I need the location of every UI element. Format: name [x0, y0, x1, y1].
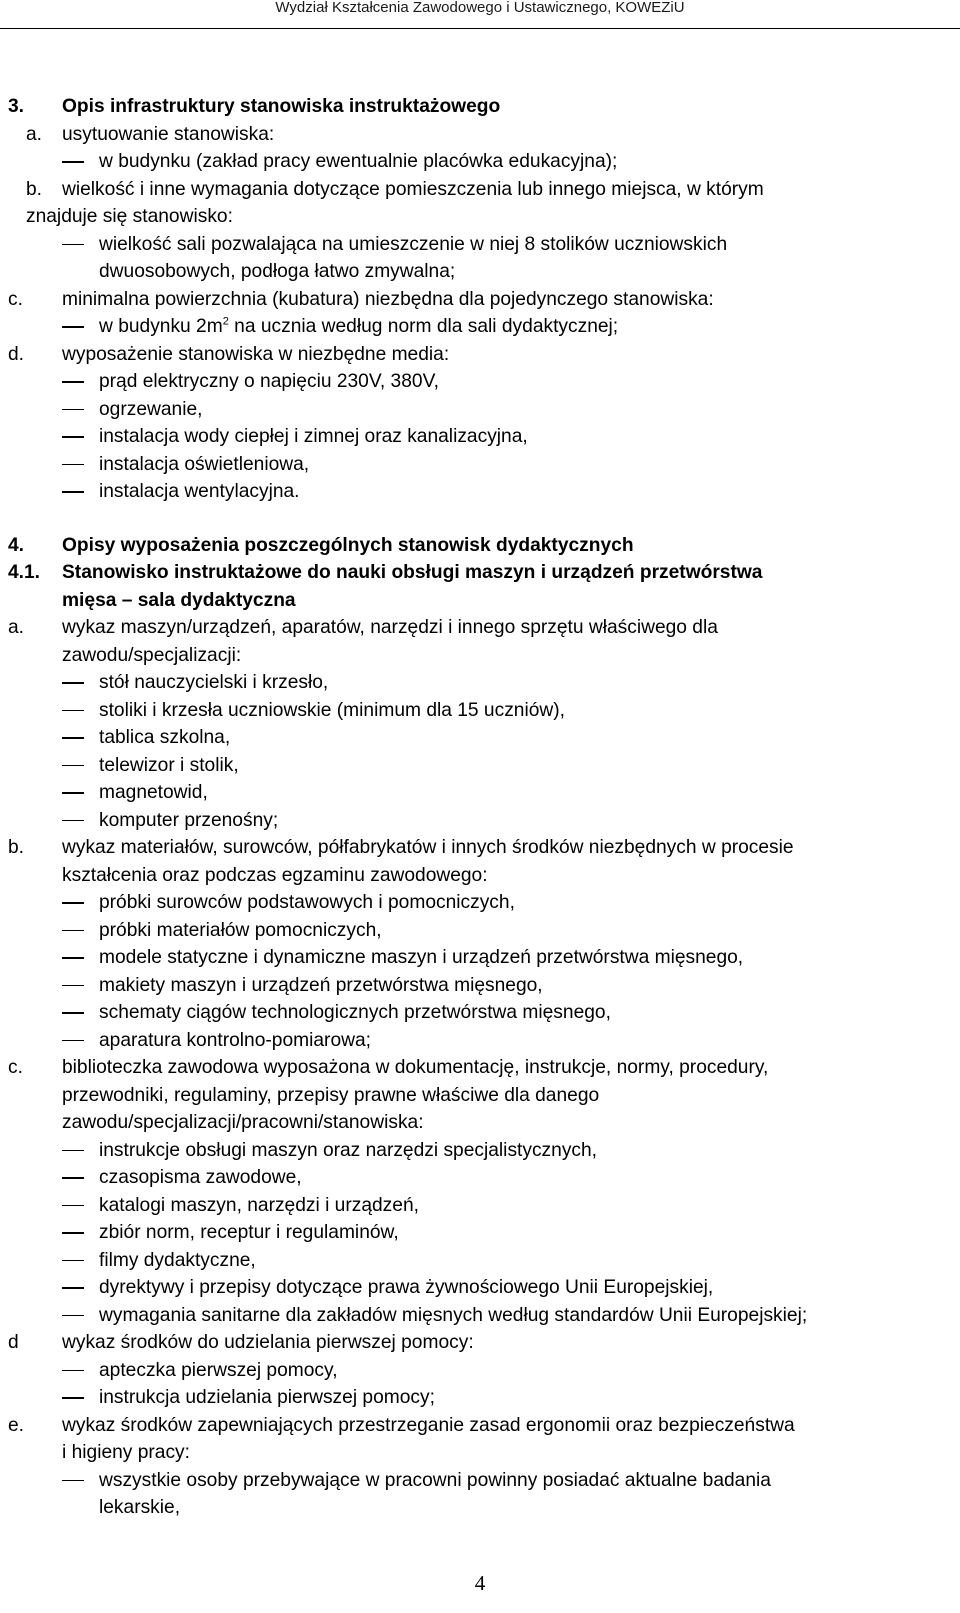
list-item-a — [0, 614, 960, 642]
dash-bullet — [62, 1397, 84, 1399]
list-item-b-cont — [0, 203, 960, 231]
dash-bullet — [62, 792, 84, 794]
bullet-text: aparatura kontrolno-pomiarowa; — [99, 1029, 371, 1051]
bullet-text: ogrzewanie, — [99, 398, 203, 420]
subsection-4-1-heading — [0, 559, 960, 587]
list-item-b — [0, 834, 960, 862]
list-item-d — [0, 341, 960, 369]
bullet-text: zbiór norm, receptur i regulaminów, — [99, 1222, 399, 1243]
item-letter: a. — [26, 123, 43, 145]
item-text: wykaz środków zapewniających przestrzeganie zasad ergonomii oraz bezpieczeństwa — [62, 1414, 795, 1436]
list-item-b — [0, 176, 960, 204]
bullet-item — [0, 972, 960, 1000]
bullet-text: wymagania sanitarne dla zakładów mięsnych według standardów Unii Europejskiej; — [99, 1304, 808, 1326]
dash-bullet — [62, 682, 84, 684]
item-text: znajduje się stanowisko: — [26, 206, 233, 227]
bullet-text: w budynku (zakład pracy ewentualnie placówka edukacyjna); — [99, 151, 618, 172]
dash-bullet — [62, 985, 84, 987]
bullet-text: dyrektywy i przepisy dotyczące prawa żywnościowego Unii Europejskiej, — [99, 1277, 714, 1298]
bullet-item — [0, 1357, 960, 1385]
bullet-item — [0, 1247, 960, 1275]
dash-bullet — [62, 1480, 84, 1482]
dash-bullet — [62, 1287, 84, 1289]
bullet-item — [0, 148, 960, 176]
item-text: usytuowanie stanowiska: — [62, 123, 275, 145]
item-letter: d. — [8, 343, 25, 365]
item-text: minimalna powierzchnia (kubatura) niezbędna dla pojedynczego stanowiska: — [62, 288, 714, 310]
bullet-item — [0, 669, 960, 697]
bullet-text: telewizor i stolik, — [99, 754, 239, 776]
bullet-text: prąd elektryczny o napięciu 230V, 380V, — [99, 371, 439, 392]
list-item-e-cont — [0, 1439, 960, 1467]
bullet-text: schematy ciągów technologicznych przetwórstwa mięsnego, — [99, 1002, 611, 1023]
bullet-text: instalacja oświetleniowa, — [99, 453, 310, 475]
bullet-text: instalacja wentylacyjna. — [99, 481, 300, 502]
list-item-c — [0, 1054, 960, 1082]
bullet-text: magnetowid, — [99, 782, 208, 803]
bullet-item — [0, 313, 960, 341]
section-title: Opisy wyposażenia poszczególnych stanowisk dydaktycznych — [62, 534, 634, 556]
bullet-item — [0, 752, 960, 780]
bullet-item — [0, 697, 960, 725]
bullet-text: wielkość sali pozwalająca na umieszczenie w niej 8 stolików uczniowskich — [99, 233, 728, 255]
section-title: Opis infrastruktury stanowiska instruktażowego — [62, 96, 501, 117]
dash-bullet — [62, 1315, 84, 1317]
item-text: zawodu/specjalizacji/pracowni/stanowiska: — [62, 1112, 424, 1133]
bullet-text: próbki surowców podstawowych i pomocniczych, — [99, 892, 515, 913]
dash-bullet — [62, 1040, 84, 1042]
item-text: i higieny pracy: — [62, 1442, 190, 1463]
bullet-text: modele statyczne i dynamiczne maszyn i urządzeń przetwórstwa mięsnego, — [99, 947, 744, 968]
dash-bullet — [62, 1260, 84, 1262]
bullet-text: filmy dydaktyczne, — [99, 1249, 256, 1271]
bullet-text: próbki materiałów pomocniczych, — [99, 919, 382, 941]
dash-bullet — [62, 930, 84, 932]
bullet-text — [99, 313, 618, 341]
subsection-number: 4.1. — [8, 562, 41, 583]
dash-bullet — [62, 902, 84, 904]
list-item-b-cont — [0, 862, 960, 890]
item-text: zawodu/specjalizacji: — [62, 644, 242, 666]
bullet-item — [0, 451, 960, 479]
bullet-text: instrukcja udzielania pierwszej pomocy; — [99, 1387, 435, 1408]
page-header-text: Wydział Kształcenia Zawodowego i Ustawicznego, KOWEZiU — [275, 0, 685, 16]
bullet-text: apteczka pierwszej pomocy, — [99, 1359, 338, 1381]
list-item-d — [0, 1329, 960, 1357]
dash-bullet — [62, 710, 84, 712]
section-number: 3. — [8, 96, 25, 117]
dash-bullet — [62, 244, 84, 246]
superscript: 2 — [222, 315, 229, 328]
bullet-text-post: na ucznia według norm dla sali dydaktycznej; — [228, 316, 619, 337]
dash-bullet — [62, 1177, 84, 1179]
bullet-item-cont — [0, 1494, 960, 1522]
bullet-text: lekarskie, — [99, 1497, 181, 1518]
list-item-c-cont — [0, 1082, 960, 1110]
bullet-item — [0, 889, 960, 917]
dash-bullet — [62, 326, 84, 328]
document-body — [0, 93, 960, 1522]
section-4-heading — [0, 532, 960, 560]
dash-bullet — [62, 381, 84, 383]
item-text: kształcenia oraz podczas egzaminu zawodowego: — [62, 864, 488, 886]
bullet-text: wszystkie osoby przebywające w pracowni powinny posiadać aktualne badania — [99, 1469, 771, 1491]
item-letter: a. — [8, 617, 25, 638]
item-text: przewodniki, regulaminy, przepisy prawne właściwe dla danego — [62, 1084, 600, 1106]
bullet-item — [0, 1302, 960, 1330]
section-3-heading — [0, 93, 960, 121]
bullet-item — [0, 1467, 960, 1495]
dash-bullet — [62, 464, 84, 466]
spacer — [0, 506, 960, 532]
bullet-item — [0, 807, 960, 835]
bullet-item — [0, 1164, 960, 1192]
dash-bullet — [62, 820, 84, 822]
bullet-text: dwuosobowych, podłoga łatwo zmywalna; — [99, 261, 456, 282]
bullet-item — [0, 1219, 960, 1247]
bullet-item — [0, 368, 960, 396]
item-letter: e. — [8, 1414, 25, 1436]
bullet-item — [0, 423, 960, 451]
bullet-text: tablica szkolna, — [99, 727, 231, 748]
item-letter: b. — [26, 178, 43, 200]
section-number: 4. — [8, 534, 25, 556]
bullet-item — [0, 478, 960, 506]
dash-bullet — [62, 1205, 84, 1207]
bullet-text: makiety maszyn i urządzeń przetwórstwa mięsnego, — [99, 974, 543, 996]
bullet-item — [0, 917, 960, 945]
item-text: wykaz środków do udzielania pierwszej pomocy: — [62, 1332, 474, 1353]
list-item-a-cont — [0, 642, 960, 670]
list-item-e — [0, 1412, 960, 1440]
bullet-item — [0, 1027, 960, 1055]
subsection-4-1-heading-cont — [0, 587, 960, 615]
dash-bullet — [62, 409, 84, 411]
item-text: wielkość i inne wymagania dotyczące pomieszczenia lub innego miejsca, w którym — [62, 178, 764, 200]
subsection-title: Stanowisko instruktażowe do nauki obsługi maszyn i urządzeń przetwórstwa — [62, 562, 763, 583]
bullet-item — [0, 724, 960, 752]
page-number: 4 — [474, 1571, 486, 1595]
dash-bullet — [62, 436, 84, 438]
list-item-c — [0, 286, 960, 314]
item-letter: c. — [8, 1057, 23, 1078]
item-text: biblioteczka zawodowa wyposażona w dokumentację, instrukcje, normy, procedury, — [62, 1057, 769, 1078]
bullet-text: czasopisma zawodowe, — [99, 1167, 302, 1188]
dash-bullet — [62, 957, 84, 959]
item-text: wykaz maszyn/urządzeń, aparatów, narzędzi i innego sprzętu właściwego dla — [62, 617, 718, 638]
bullet-item — [0, 1137, 960, 1165]
bullet-item — [0, 1192, 960, 1220]
bullet-text: instrukcje obsługi maszyn oraz narzędzi specjalistycznych, — [99, 1139, 598, 1161]
bullet-text-pre: w budynku 2m — [99, 316, 223, 337]
bullet-text: instalacja wody ciepłej i zimnej oraz kanalizacyjna, — [99, 426, 528, 447]
dash-bullet — [62, 765, 84, 767]
dash-bullet — [62, 1370, 84, 1372]
item-text: wykaz materiałów, surowców, półfabrykatów i innych środków niezbędnych w procesie — [62, 837, 794, 858]
bullet-text: stoliki i krzesła uczniowskie (minimum dla 15 uczniów), — [99, 699, 565, 721]
item-letter: d — [8, 1332, 19, 1353]
bullet-item — [0, 1384, 960, 1412]
dash-bullet — [62, 1150, 84, 1152]
list-item-a — [0, 121, 960, 149]
bullet-text: katalogi maszyn, narzędzi i urządzeń, — [99, 1194, 419, 1216]
item-letter: b. — [8, 837, 25, 858]
bullet-item — [0, 1274, 960, 1302]
page-header — [0, 0, 960, 29]
bullet-item — [0, 944, 960, 972]
bullet-item — [0, 779, 960, 807]
list-item-c-cont — [0, 1109, 960, 1137]
bullet-item-cont — [0, 258, 960, 286]
bullet-item — [0, 999, 960, 1027]
dash-bullet — [62, 737, 84, 739]
bullet-text: stół nauczycielski i krzesło, — [99, 672, 329, 693]
dash-bullet — [62, 161, 84, 163]
item-text: wyposażenie stanowiska w niezbędne media: — [62, 343, 450, 365]
bullet-text: komputer przenośny; — [99, 809, 279, 831]
bullet-item — [0, 231, 960, 259]
bullet-item — [0, 396, 960, 424]
subsection-title: mięsa – sala dydaktyczna — [62, 589, 296, 611]
dash-bullet — [62, 1012, 84, 1014]
item-letter: c. — [8, 288, 23, 310]
dash-bullet — [62, 491, 84, 493]
dash-bullet — [62, 1232, 84, 1234]
